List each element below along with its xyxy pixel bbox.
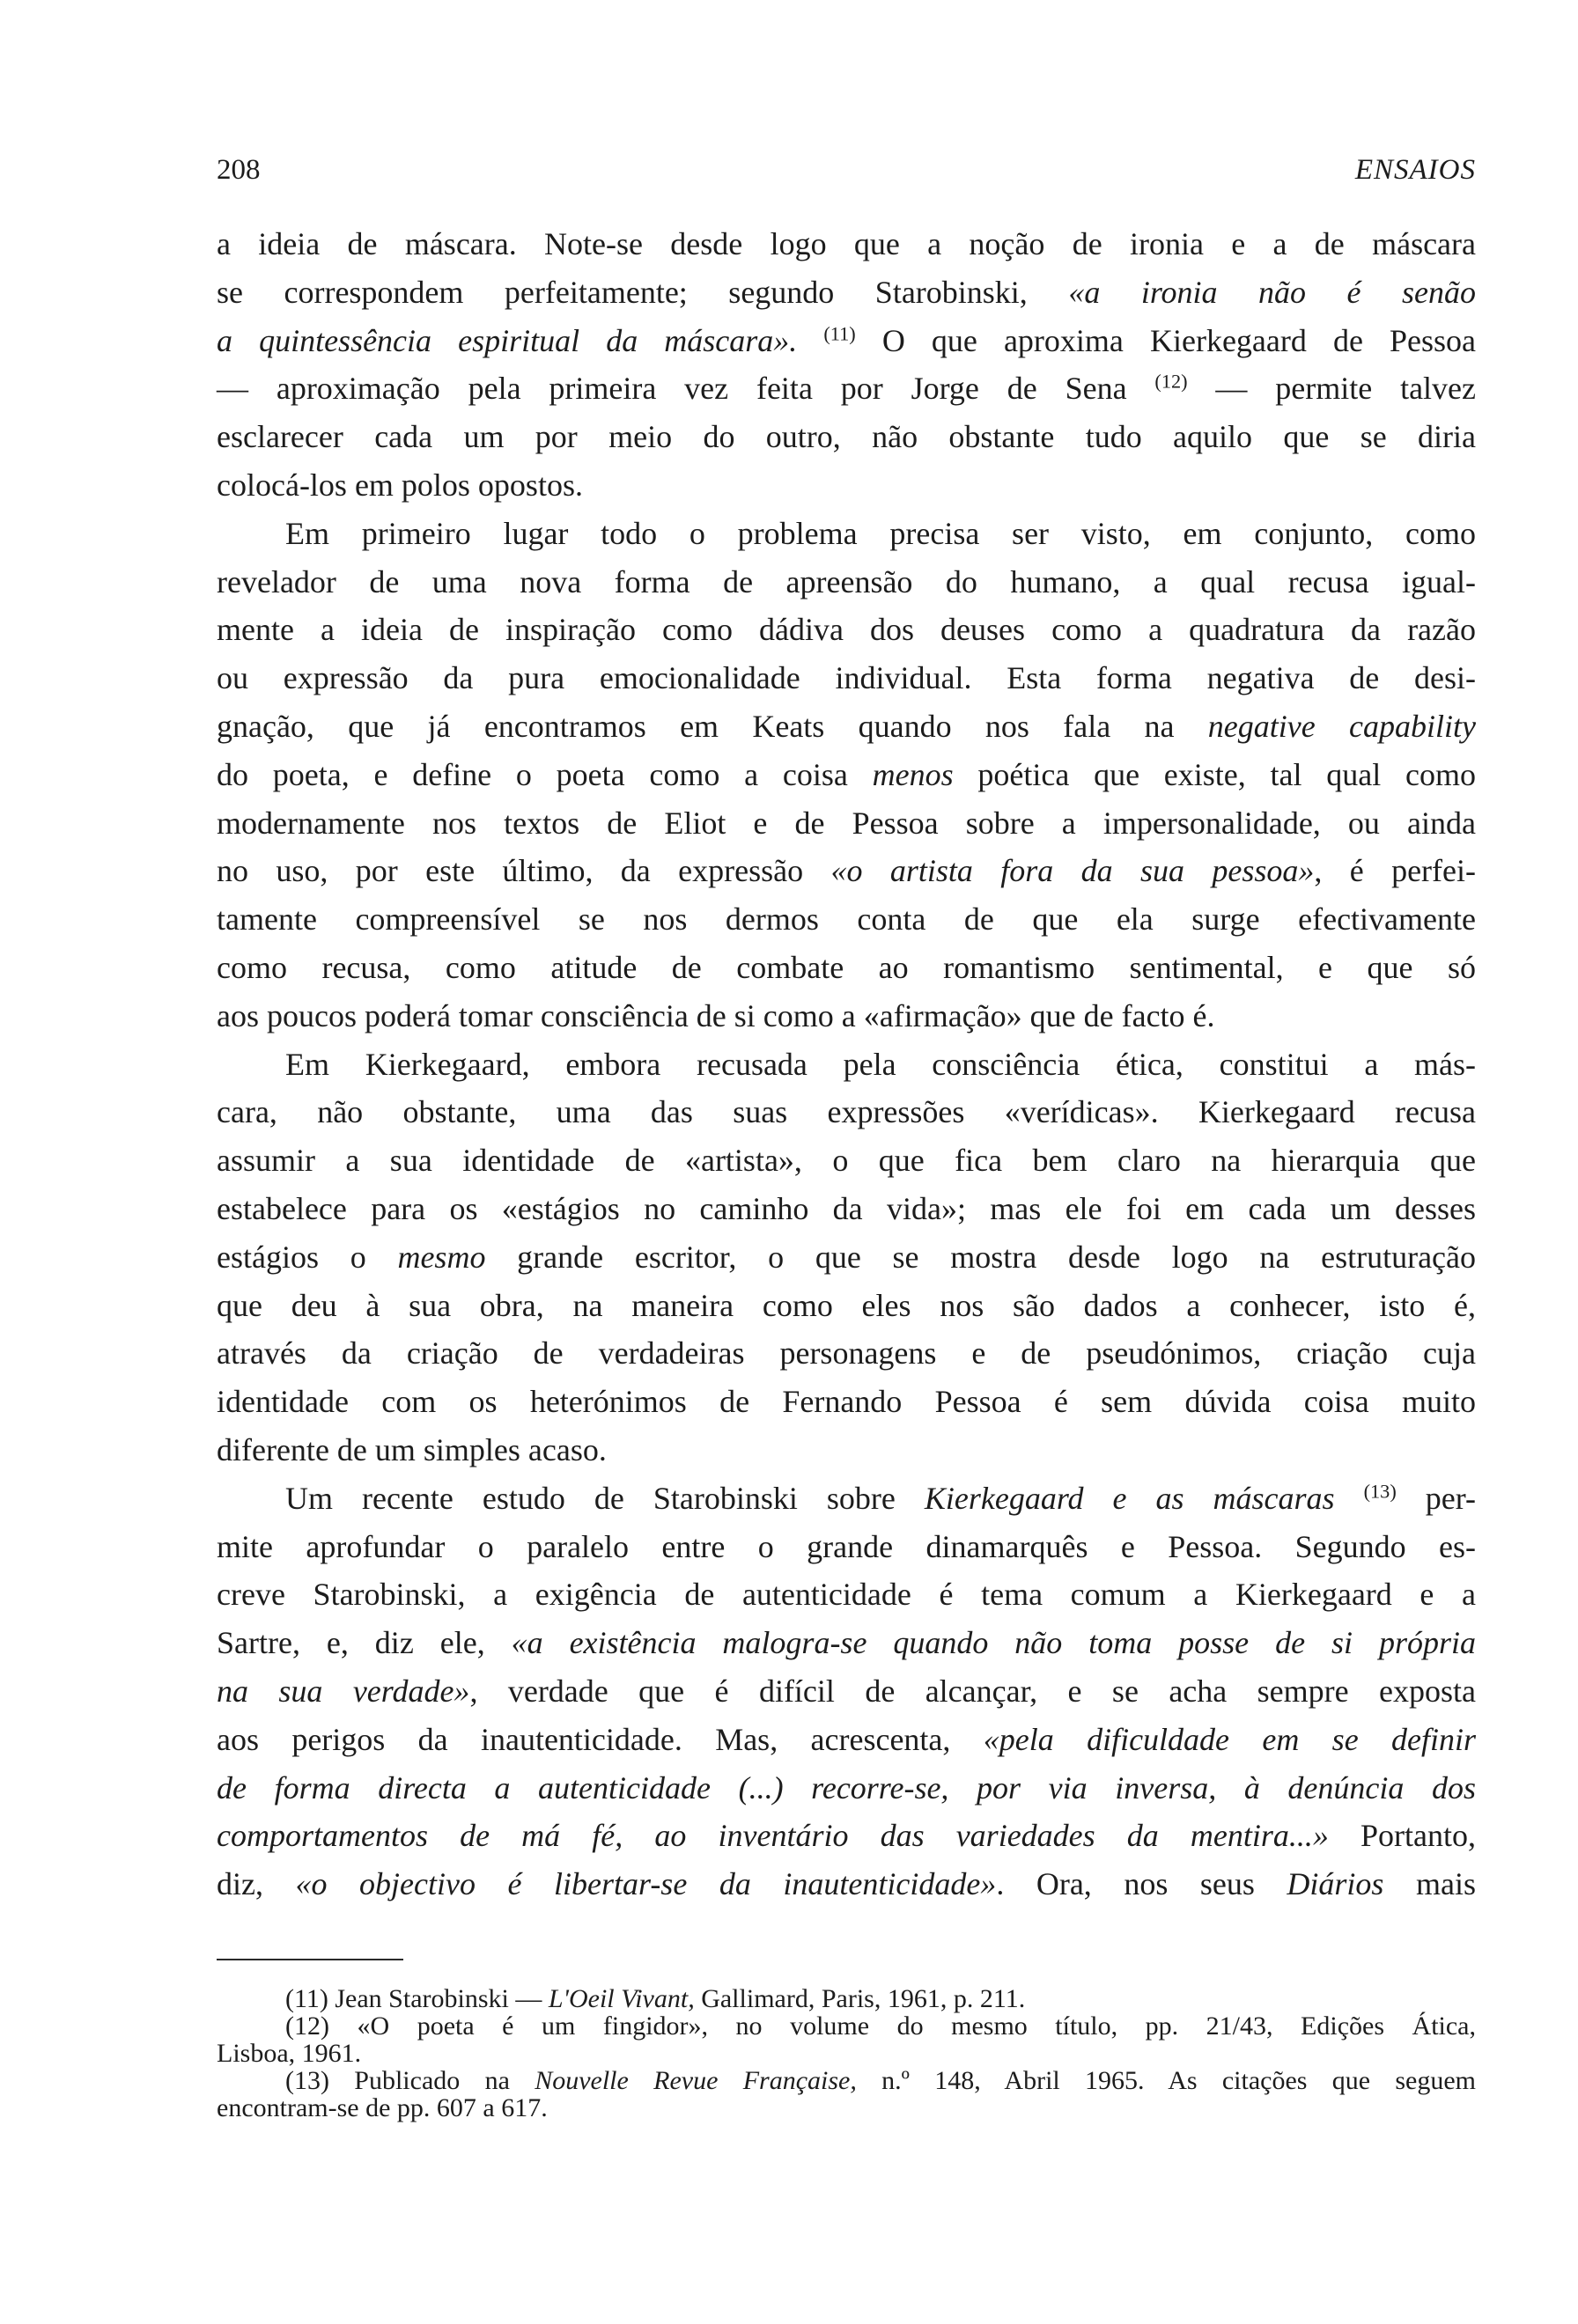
- text-line: se correspondem perfeitamente; segundo Starobinski, «a ironia não é senão: [217, 274, 1476, 310]
- text-line: creve Starobinski, a exigência de autenticidade é tema comum a Kierkegaard e a: [217, 1577, 1476, 1613]
- text-line: através da criação de verdadeiras personagens e de pseudónimos, criação cuja: [217, 1335, 1476, 1372]
- text-line: mente a ideia de inspiração como dádiva dos deuses como a quadratura da razão: [217, 612, 1476, 648]
- text-line: Um recente estudo de Starobinski sobre Kierkegaard e as máscaras $^{(13)}$ per-: [285, 1480, 1477, 1516]
- text-line: aos perigos da inautenticidade. Mas, acrescenta, «pela dificuldade em se definir: [217, 1721, 1477, 1757]
- section-title: ENSAIOS: [1354, 154, 1476, 186]
- footnote-11: (11) Jean Starobinski — L'Oeil Vivant, Gallimard, Paris, 1961, p. 211.: [285, 1984, 1026, 2013]
- footnote-13: (13) Publicado na Nouvelle Revue Française, n.º 148, Abril 1965. As citações que seguem: [285, 2066, 1477, 2095]
- body-text: [217, 220, 1476, 1908]
- footnote-ref: (11): [823, 322, 856, 345]
- text-line: comportamentos de má fé, ao inventário das variedades da mentira...» Portanto,: [217, 1818, 1476, 1854]
- text-line: mite aprofundar o paralelo entre o grande dinamarquês e Pessoa. Segundo es-: [217, 1528, 1476, 1564]
- text-line: estabelece para os «estágios no caminho da vida»; mas ele foi em cada um desses: [217, 1190, 1476, 1226]
- title-emphasis: Diários: [1287, 1866, 1384, 1902]
- page-number: 208: [217, 154, 261, 186]
- quote: «a existência malogra-se quando não toma posse de si própria: [511, 1625, 1476, 1661]
- text-line: Em primeiro lugar todo o problema precisa ser visto, em conjunto, como: [285, 515, 1476, 551]
- text-line: cara, não obstante, uma das suas expressões «verídicas». Kierkegaard recusa: [217, 1094, 1476, 1130]
- text-line: diz, «o objectivo é libertar-se da inautenticidade». Ora, nos seus Diários mais: [217, 1866, 1476, 1902]
- quote: «o objectivo é libertar-se da inautenticidade»: [295, 1866, 997, 1902]
- text-line: revelador de uma nova forma de apreensão do humano, a qual recusa igual-: [217, 563, 1476, 599]
- footnote-ref: (13): [1363, 1480, 1397, 1503]
- text-line: tamente compreensível se nos dermos conta de que ela surge efectivamente: [217, 901, 1476, 938]
- text-line: colocá-los em polos opostos.: [217, 467, 583, 503]
- text-line: modernamente nos textos de Eliot e de Pessoa sobre a impersonalidade, ou ainda: [217, 805, 1476, 841]
- footnote-12-continued: Lisboa, 1961.: [217, 2039, 362, 2068]
- quote: «pela dificuldade em se definir: [983, 1721, 1477, 1757]
- text-line: Em Kierkegaard, embora recusada pela consciência ética, constitui a más-: [285, 1046, 1476, 1082]
- quote: a quintessência espiritual da máscara».: [217, 322, 798, 358]
- text-line: diferente de um simples acaso.: [217, 1431, 607, 1467]
- quote: na sua verdade»: [217, 1673, 470, 1709]
- emphasis: mesmo: [397, 1239, 486, 1275]
- text-line: ou expressão da pura emocionalidade individual. Esta forma negativa de desi-: [217, 660, 1476, 696]
- title-emphasis: Kierkegaard e as máscaras: [924, 1480, 1335, 1516]
- emphasis: negative capability: [1207, 708, 1476, 744]
- text-line: aos poucos poderá tomar consciência de si como a «afirmação» que de facto é.: [217, 997, 1215, 1033]
- text-line: — aproximação pela primeira vez feita por Jorge de Sena $^{(12)}$ — permite talvez: [217, 371, 1477, 407]
- emphasis: menos: [872, 756, 954, 792]
- text-line: estágios o mesmo grande escritor, o que se mostra desde logo na estruturação: [217, 1239, 1477, 1275]
- footnote-12: (12) «O poeta é um fingidor», no volume do mesmo título, pp. 21/43, Edições Ática,: [285, 2011, 1476, 2041]
- text-line: Sartre, e, diz ele, «a existência malogra-se quando não toma posse de si própria: [217, 1625, 1476, 1661]
- quote: «o artista fora da sua pessoa»: [830, 853, 1315, 889]
- text-line: do poeta, e define o poeta como a coisa menos poética que existe, tal qual como: [217, 756, 1476, 792]
- text-line: identidade com os heterónimos de Fernando Pessoa é sem dúvida coisa muito: [217, 1384, 1476, 1420]
- running-head: [217, 148, 1476, 192]
- text-line: que deu à sua obra, na maneira como eles nos são dados a conhecer, isto é,: [217, 1287, 1476, 1323]
- footnote-13-continued: encontram-se de pp. 607 a 617.: [217, 2093, 548, 2122]
- text-line: a ideia de máscara. Note-se desde logo que a noção de ironia e a de máscara: [217, 226, 1476, 261]
- quote: comportamentos de má fé, ao inventário das variedades da mentira...»: [217, 1818, 1329, 1854]
- text-line: a quintessência espiritual da máscara». $^{(11)}$ O que aproxima Kierkegaard de Pessoa: [217, 322, 1477, 358]
- text-line: como recusa, como atitude de combate ao romantismo sentimental, e que só: [217, 949, 1476, 985]
- text-line: assumir a sua identidade de «artista», o que fica bem claro na hierarquia que: [217, 1143, 1476, 1179]
- quote: de forma directa a autenticidade (...) recorre-se, por via inversa, à denúncia dos: [217, 1769, 1476, 1806]
- footnotes: [217, 1985, 1476, 2122]
- text-line: no uso, por este último, da expressão «o artista fora da sua pessoa», é perfei-: [217, 853, 1476, 889]
- text-line: esclarecer cada um por meio do outro, não obstante tudo aquilo que se diria: [217, 419, 1476, 455]
- text-line: [217, 1764, 1476, 1813]
- text-line: na sua verdade», verdade que é difícil de alcançar, e se acha sempre exposta: [217, 1673, 1476, 1709]
- text-line: gnação, que já encontramos em Keats quando nos fala na negative capability: [217, 708, 1476, 744]
- footnote-rule: [217, 1959, 403, 1960]
- footnote-ref: (12): [1154, 371, 1188, 393]
- quote: «a ironia não é senão: [1068, 274, 1476, 310]
